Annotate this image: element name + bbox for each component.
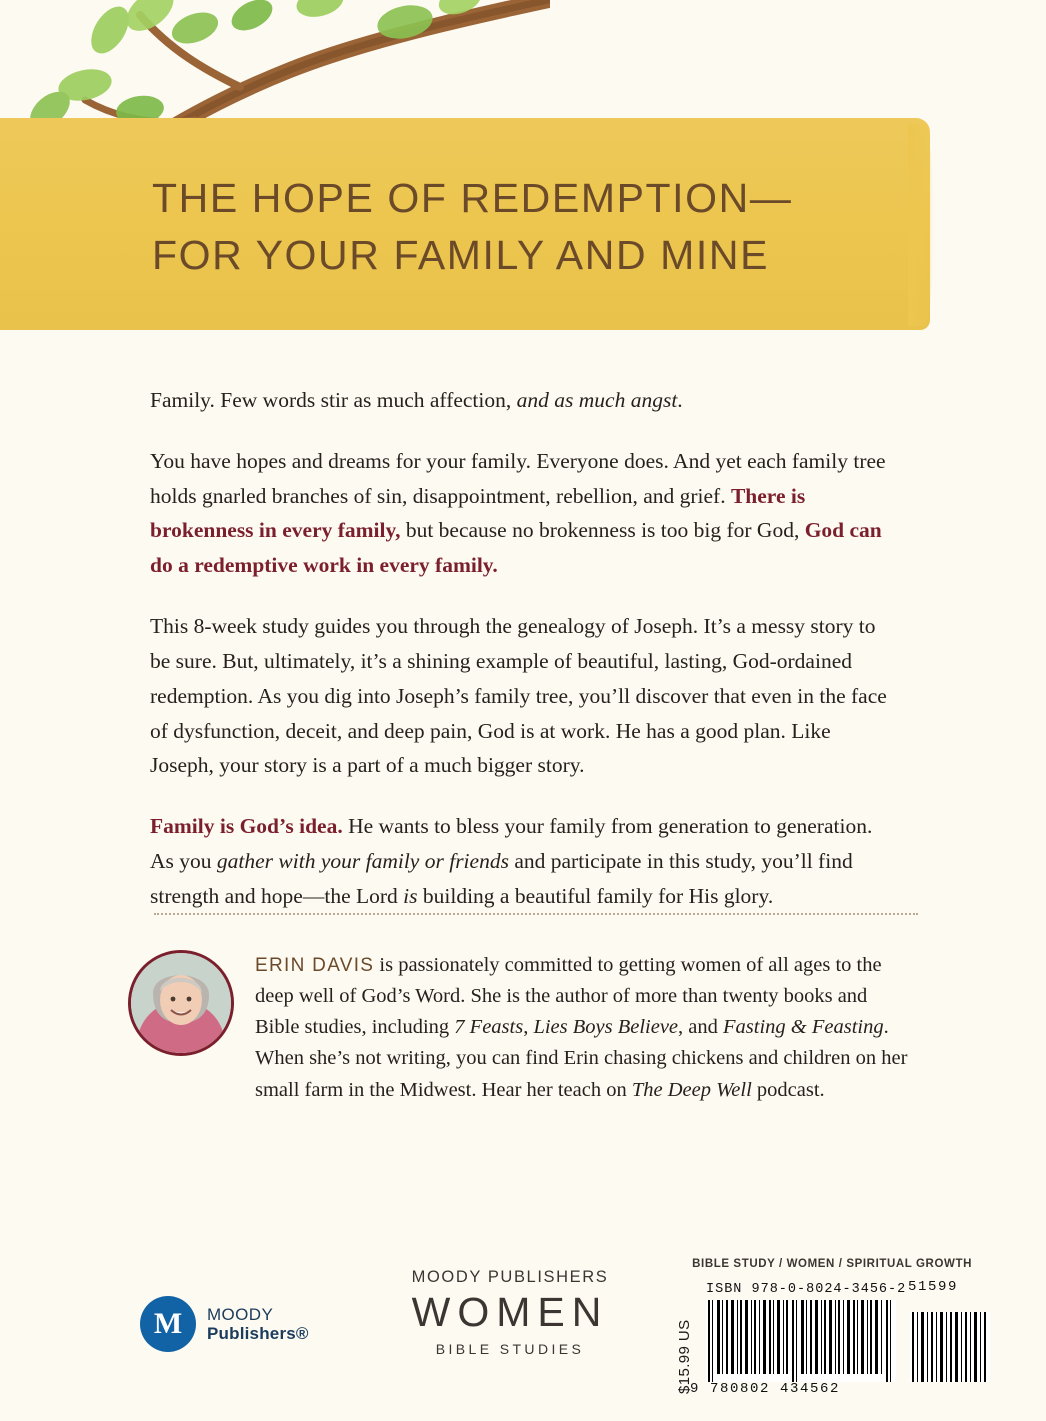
author-sep-1: ,: [523, 1016, 534, 1039]
title-line-1: THE HOPE OF REDEMPTION—: [152, 175, 793, 221]
barcode-ean13: [706, 1300, 896, 1382]
publisher-line-2: Publishers®: [207, 1324, 309, 1343]
imprint-line-2: WOMEN: [411, 1289, 609, 1335]
page-title: [152, 170, 932, 283]
author-name: ERIN DAVIS: [255, 955, 375, 976]
author-sep-2: , and: [678, 1016, 724, 1039]
barcode-addon-digits: 51599: [908, 1279, 959, 1295]
paragraph-1: [150, 383, 898, 418]
publisher-logo: [140, 1296, 309, 1352]
banner-title-group: [152, 170, 932, 283]
paragraph-4-text-b: and participate in this study, you’ll find strength and hope—the Lord: [150, 849, 853, 908]
paragraph-2-text-b: but because no brokenness is too big for God,: [400, 518, 805, 543]
paragraph-4-bold: Family is God’s idea.: [150, 814, 343, 839]
author-block: [128, 950, 908, 1106]
author-book-2: Lies Boys Believe: [533, 1016, 679, 1039]
author-bio-c: podcast.: [751, 1078, 825, 1101]
paragraph-4-text-a: He wants to bless your family from generation to generation. As you: [150, 814, 873, 874]
author-bio-a: is passionately committed to getting women of all ages to the deep well of God’s Word. She is the author of more than twenty books and Bible studies, including: [255, 954, 882, 1039]
imprint-line-3: BIBLE STUDIES: [435, 1341, 585, 1357]
paragraph-4: [150, 809, 898, 913]
paragraph-4-italic-b: is: [403, 883, 418, 908]
paragraph-4-italic-a: gather with your family or friends: [216, 849, 509, 874]
author-bio-b: . When she’s not writing, you can find Erin chasing chickens and children on her small farm in the Midwest. Hear her teach on: [255, 1016, 908, 1101]
title-line-2: FOR YOUR FAMILY AND MINE: [152, 231, 770, 278]
paragraph-2-bold-a: There is brokenness in every family,: [150, 483, 806, 543]
imprint-line-1: MOODY PUBLISHERS: [411, 1268, 609, 1286]
barcode-addon: [910, 1312, 990, 1382]
author-podcast: The Deep Well: [631, 1078, 752, 1101]
paragraph-3: This 8-week study guides you through the genealogy of Joseph. It’s a messy story to be sure. But, ultimately, it’s a shining example of beautiful, lasting, God-ordained redemption. As you dig into Joseph’s family tree, you’ll discover that even in the face of dysfunction, deceit, and deep pain, God is at work. He has a good plan. Like Joseph, your story is a part of a much bigger story.: [150, 614, 887, 778]
author-book-3: Fasting & Feasting: [723, 1016, 884, 1039]
author-book-1: 7 Feasts: [454, 1016, 524, 1039]
publisher-wordmark: [207, 1305, 309, 1343]
paragraph-2-bold-b: God can do a redemptive work in every family.: [150, 518, 882, 578]
isbn-label: ISBN 978-0-8024-3456-2: [706, 1282, 907, 1297]
paragraph-1-text-a: Family. Few words stir as much affection,: [150, 388, 517, 412]
paragraph-2: [150, 444, 898, 583]
section-divider: [154, 913, 918, 915]
author-bio: [255, 950, 908, 1106]
barcode-digits: 9 780802 434562: [690, 1381, 841, 1397]
category-label: BIBLE STUDY / WOMEN / SPIRITUAL GROWTH: [692, 1258, 972, 1270]
avatar: [128, 950, 234, 1056]
paragraph-4-text-c: building a beautiful family for His glory.: [417, 883, 774, 908]
moody-mark-icon: M: [140, 1296, 196, 1352]
paragraph-2-text-a: You have hopes and dreams for your family. Everyone does. And yet each family tree holds gnarled branches of sin, disappointment, rebellion, and grief.: [150, 448, 886, 508]
price-label: $15.99 US: [676, 1319, 693, 1394]
publisher-line-1: MOODY: [207, 1304, 274, 1324]
paragraph-1-italic: and as much angst: [516, 388, 678, 412]
back-cover-copy: [150, 383, 898, 914]
imprint-block: [386, 1268, 634, 1357]
paragraph-1-text-b: .: [677, 388, 683, 412]
